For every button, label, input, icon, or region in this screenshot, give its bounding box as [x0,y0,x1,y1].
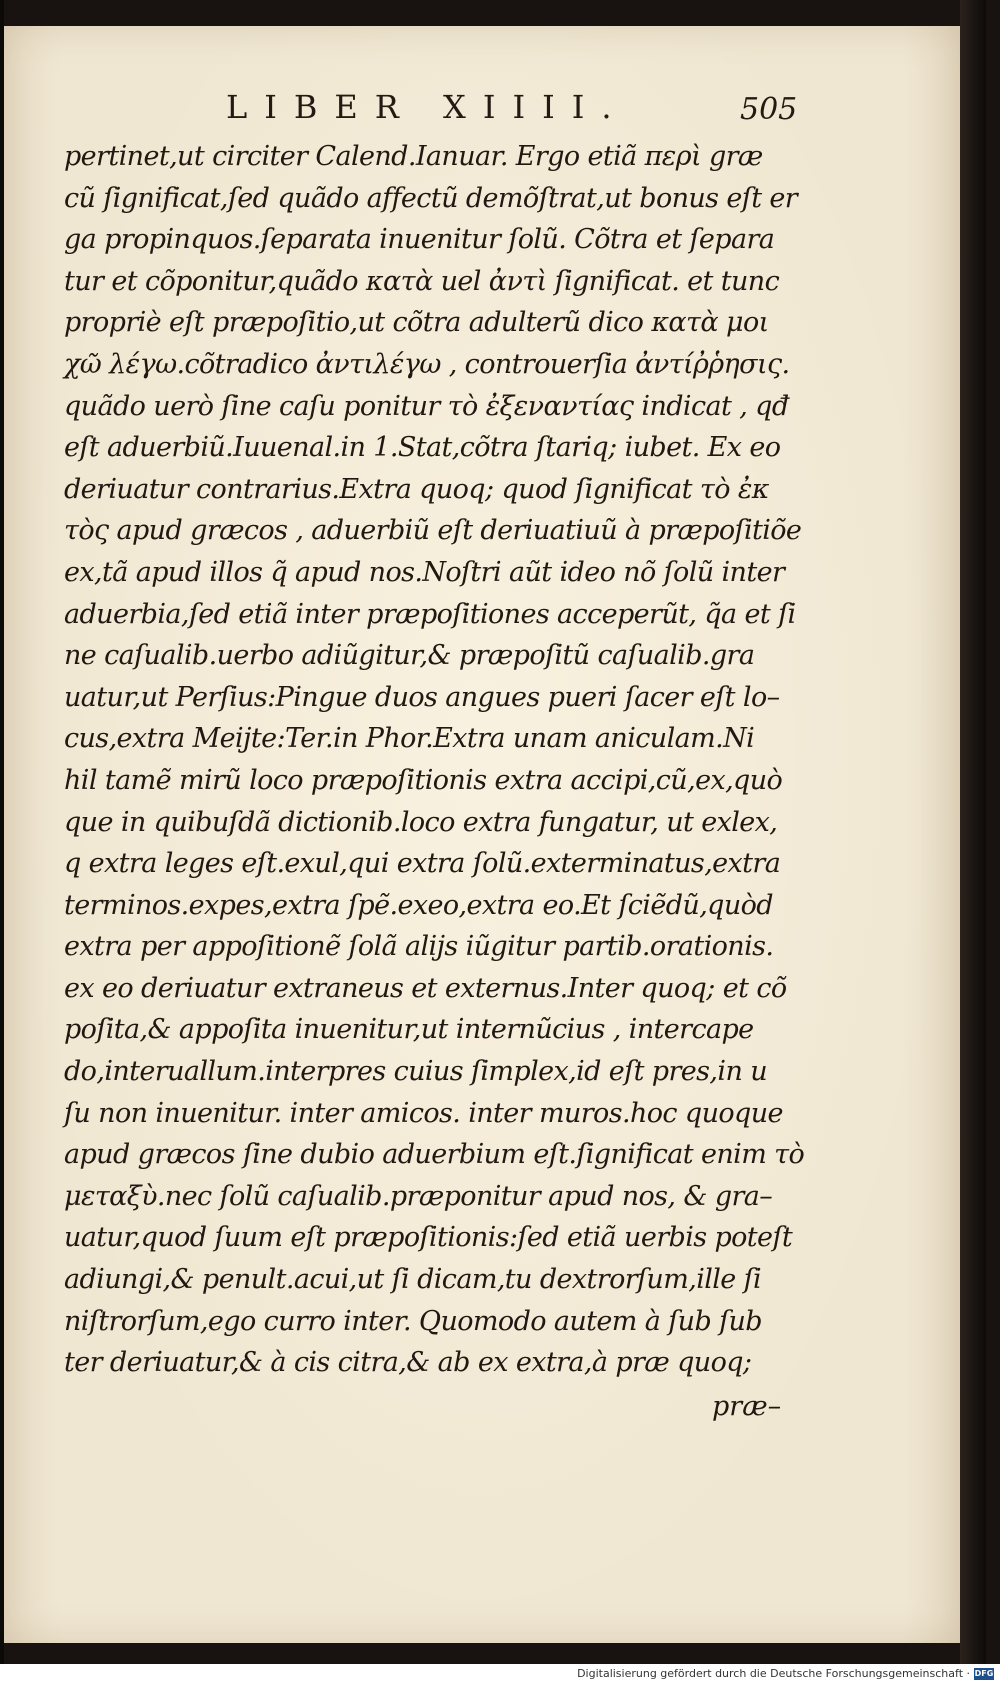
catchword: præ– [712,1391,782,1422]
text-line: χῶ λέγω.cõtradico ἀντιλέγω , controuerſia ἀντίῤῥησις. [64,348,790,380]
text-line: uatur,ut Perſius:Pingue duos angues pueri ſacer eſt lo– [64,681,780,713]
text-line: ter deriuatur,& à cis citra,& ab ex extra,à præ quoq; [64,1347,752,1379]
text-line: ex eo deriuatur extraneus et externus.Inter quoq; et cõ [64,972,787,1004]
text-line: quãdo uerò ſine caſu ponitur τὸ ἐξεναντίας indicat , qđ [64,390,789,422]
text-line: τὸς apud græcos , aduerbiũ eſt deriuatiuũ à præpoſitiõe [64,515,802,547]
text-line: tur et cõponitur,quãdo κατὰ uel ἀντὶ ſignificat. et tunc [64,265,780,297]
text-line: hil tamẽ mirũ loco præpoſitionis extra accipi,cũ,ex,quò [64,764,783,796]
funding-credit: Digitalisierung gefördert durch die Deutsche Forschungsgemeinschaft · [577,1667,970,1680]
text-line: eſt aduerbiũ.Iuuenal.in 1.Stat,cõtra ſtariq; iubet. Ex eo [64,432,781,464]
text-line: deriuatur contrarius.Extra quoq; quod ſignificat τὸ ἐκ [64,473,769,505]
page-number: 505 [740,92,798,127]
text-line: pertinet,ut circiter Calend.Ianuar. Ergo etiã περὶ græ [64,141,763,172]
text-line: ne caſualib.uerbo adiũgitur,& præpoſitũ caſualib.gra [64,640,755,672]
running-head: LIBER XIIII. [226,88,629,126]
text-line: poſita,& appoſita inuenitur,ut internũcius , intercape [64,1014,754,1046]
text-line: ex,tã apud illos q̃ apud nos.Noſtri aũt ideo nõ ſolũ inter [64,556,785,588]
body-text [64,136,805,1384]
text-line: q extra leges eſt.exul,qui extra ſolũ.exterminatus,extra [64,848,781,880]
text-line: niſtrorſum,ego curro inter. Quomodo autem à ſub ſub [64,1305,762,1337]
binding-edge [960,0,986,1687]
text-line: uatur,quod ſuum eſt præpoſitionis:ſed etiã uerbis poteſt [64,1222,793,1254]
text-line: μεταξὺ.nec ſolũ caſualib.præponitur apud nos, & gra– [64,1180,773,1212]
text-line: que in quibuſdã dictionib.loco extra fungatur, ut exlex, [64,806,778,838]
text-line: aduerbia,ſed etiã inter præpoſitiones acceperũt, q̃a et ſi [64,598,796,630]
text-line: adiungi,& penult.acui,ut ſi dicam,tu dextrorſum,ille ſi [64,1264,762,1296]
text-line: cus,extra Meijte:Ter.in Phor.Extra unam aniculam.Ni [64,723,755,755]
text-line: propriè eſt præpoſitio,ut cõtra adulterũ dico κατὰ μοι [64,307,769,339]
text-line: cũ ſignificat,ſed quãdo affectũ demõſtrat,ut bonus eſt er [64,182,798,214]
text-line: ſu non inuenitur. inter amicos. inter muros.hoc quoque [64,1097,783,1129]
text-line: ga propinquos.ſeparata inuenitur ſolũ. Cõtra et ſepara [64,224,775,256]
dfg-logo: DFG [974,1669,994,1678]
text-line: extra per appoſitionẽ ſolã alijs iũgitur partib.orationis. [64,931,774,963]
text-line: terminos.expes,extra ſpẽ.exeo,extra eo.Et ſciẽdũ,quòd [64,889,773,921]
text-line: apud græcos ſine dubio aduerbium eſt.ſignificat enim τὸ [64,1139,805,1171]
text-line: do,interuallum.interpres cuius ſimplex,id eſt pres,in u [64,1056,768,1088]
